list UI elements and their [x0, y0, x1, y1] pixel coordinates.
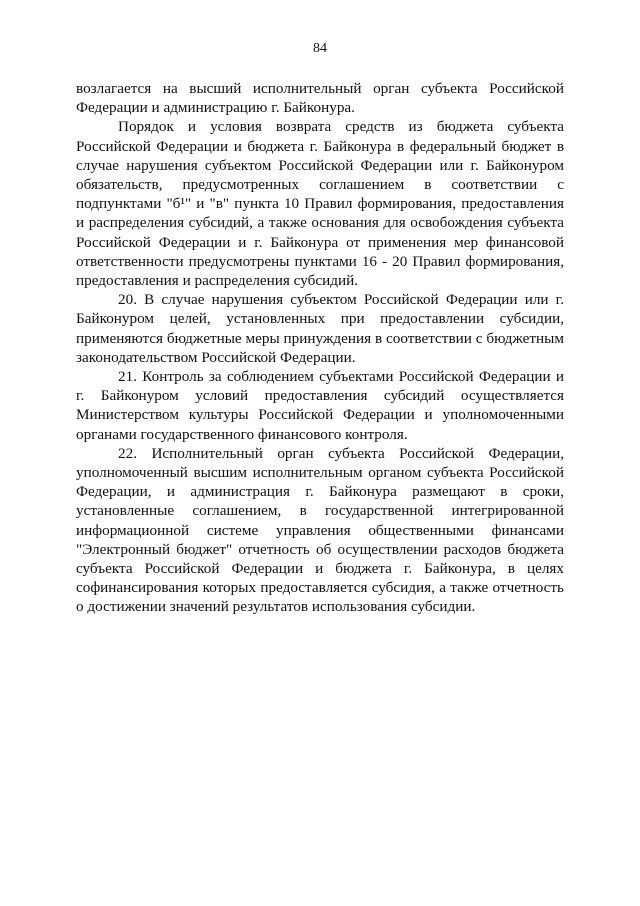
document-body	[76, 79, 564, 617]
page-number: 84	[313, 41, 327, 56]
paragraph-item-20: 20. В случае нарушения субъектом Российской Федерации или г. Байконуром целей, установленных при предоставлении субсидии, применяются бюджетные меры принуждения в соответствии с бюджетным законодательством Российской Федерации.	[76, 291, 564, 366]
paragraph-continuation: возлагается на высший исполнительный орган субъекта Российской Федерации и администрацию г. Байконура.	[76, 80, 564, 117]
paragraph-refund-procedure: Порядок и условия возврата средств из бюджета субъекта Российской Федерации и бюджета г. Байконура в федеральный бюджет в случае нарушения субъектом Российской Федерации или г. Байконуром обязательств, предусмотренных соглашением в соответствии с подпунктами "б¹" и "в" пункта 10 Правил формирования, предоставления и распределения субсидий, а также основания для освобождения субъекта Российской Федерации и г. Байконура от применения мер финансовой ответственности предусмотрены пунктами 16 - 20 Правил формирования, предоставления и распределения субсидий.	[76, 118, 564, 290]
paragraph-item-22: 22. Исполнительный орган субъекта Российской Федерации, уполномоченный высшим исполнительным органом субъекта Российской Федерации, и администрация г. Байконура размещают в сроки, установленные соглашением, в государственной интегрированной информационной системе управления общественными финансами "Электронный бюджет" отчетность об осуществлении расходов бюджета субъекта Российской Федерации и бюджета г. Байконура, в целях софинансирования которых предоставляется субсидия, а также отчетность о достижении значений результатов использования субсидии.	[76, 444, 564, 616]
paragraph-item-21: 21. Контроль за соблюдением субъектами Российской Федерации и г. Байконуром условий предоставления субсидий осуществляется Министерством культуры Российской Федерации и уполномоченными органами государственного финансового контроля.	[76, 368, 564, 443]
